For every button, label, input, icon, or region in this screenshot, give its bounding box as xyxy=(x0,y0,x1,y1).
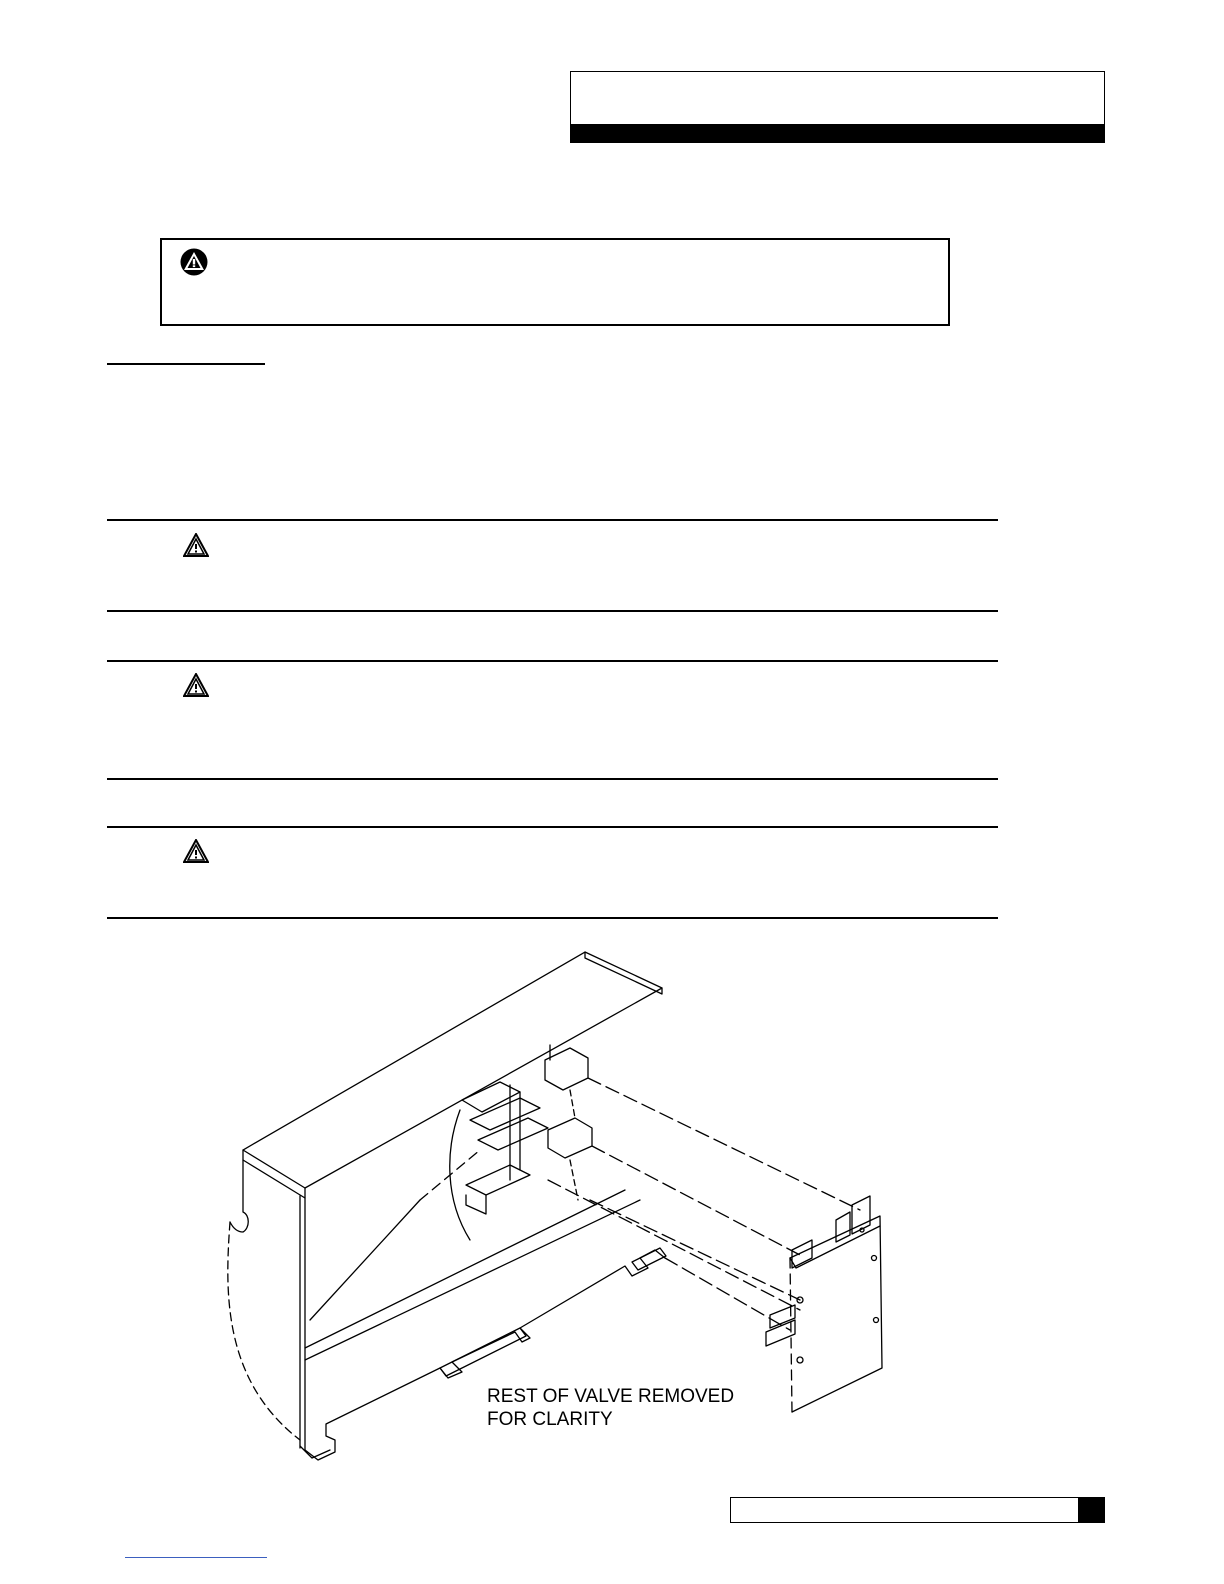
caution-2-top-rule xyxy=(107,660,998,662)
caution-3-bottom-rule xyxy=(107,917,998,919)
header-box xyxy=(570,71,1105,143)
figure-caption: REST OF VALVE REMOVED FOR CLARITY xyxy=(487,1386,735,1430)
caution-2-bottom-rule xyxy=(107,778,998,780)
warning-box xyxy=(160,238,950,326)
footer-page-tab xyxy=(1078,1498,1104,1522)
caution-1-top-rule xyxy=(107,519,998,521)
caution-1-bottom-rule xyxy=(107,610,998,612)
section-heading-underline xyxy=(107,363,265,365)
warning-triangle-outline-icon xyxy=(183,673,209,697)
header-bar xyxy=(571,124,1104,142)
footer-link-underline xyxy=(125,1557,267,1558)
warning-triangle-outline-icon xyxy=(183,533,209,557)
warning-triangle-outline-icon xyxy=(183,839,209,863)
warning-triangle-solid-icon xyxy=(180,248,208,276)
caution-3-top-rule xyxy=(107,826,998,828)
footer-box xyxy=(730,1497,1105,1523)
